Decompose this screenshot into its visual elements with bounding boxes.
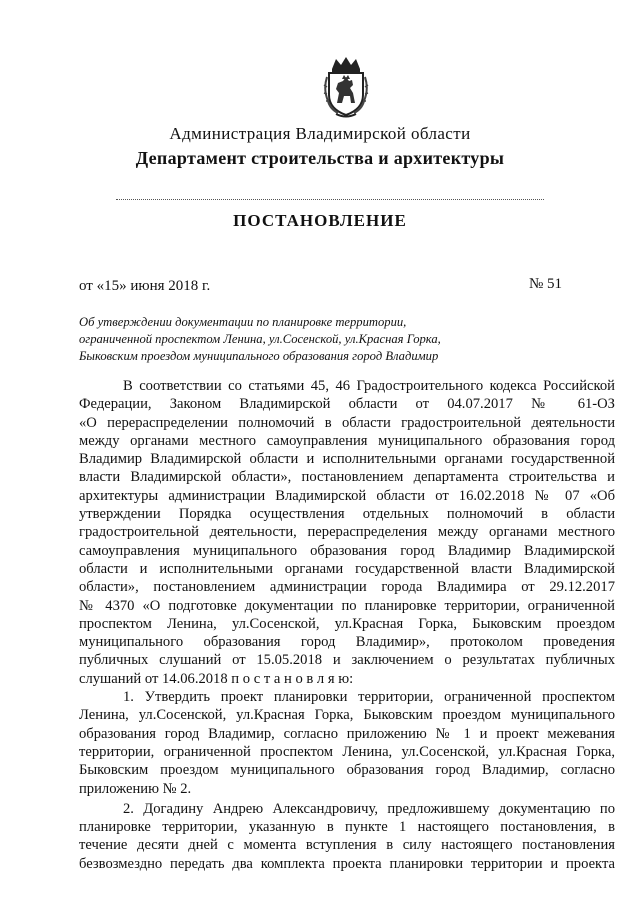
item-1-line: 1. Утвердить проект планировки территории, ограниченной проспектом [123, 689, 615, 706]
preamble-line: между органами местного самоуправления муниципального образования город [79, 432, 615, 449]
preamble-line: В соответствии со статьями 45, 46 Градостроительного кодекса Российской [123, 378, 615, 394]
preamble-line: градостроительной деятельности, перераспределения между органами местного [79, 524, 615, 541]
preamble-line: публичных слушаний от 15.05.2018 и заключением о результатах публичных [79, 652, 615, 669]
preamble-line: проспектом Ленина, ул.Сосенской, ул.Красная Горка, Быковским проездом [79, 615, 615, 632]
item-1-line: образования город Владимир, согласно приложению № 1 и проект межевания [79, 725, 615, 742]
subject-line: ограниченной проспектом Ленина, ул.Сосенской, ул.Красная Горка, [79, 332, 441, 346]
preamble-line: утверждении Порядка осуществления отдельных полномочий в области [79, 506, 615, 523]
preamble-line: Федерации, Законом Владимирской области от 04.07.2017 № 61-ОЗ [79, 396, 615, 413]
subject-line: Об утверждении документации по планировке территории, [79, 315, 407, 329]
preamble-line: «О перераспределении полномочий в области градостроительной деятельности [79, 414, 615, 431]
document-date: от «15» июня 2018 г. [79, 278, 211, 294]
department-name: Департамент строительства и архитектуры [135, 148, 505, 168]
organization-name: Администрация Владимирской области [169, 124, 471, 143]
item-1-line: территории, ограниченной проспектом Ленина, ул.Сосенской, ул.Красная Горка, [79, 743, 615, 760]
document-body [79, 377, 615, 873]
document-subject [79, 314, 459, 365]
document-number: № 51 [529, 276, 563, 292]
preamble-line: муниципального образования город Владимир», протоколом проведения [79, 634, 615, 651]
item-2-line: 2. Догадину Андрею Александровичу, предложившему документацию по [123, 800, 615, 817]
header-divider [116, 199, 544, 200]
item-2-line: безвозмездно передать два комплекта проекта планировки территории и проекта [79, 855, 615, 872]
item-2-line: течение десяти дней с момента вступления в силу настоящего постановления [79, 837, 615, 854]
preamble-line: области», постановлением администрации города Владимира от 29.12.2017 [79, 579, 615, 596]
item-2-line: планировке территории, указанную в пункте 1 настоящего постановления, в [79, 819, 615, 836]
coat-of-arms-icon [322, 55, 370, 119]
preamble-line: самоуправления муниципального образования город Владимир Владимирской [79, 542, 615, 559]
preamble-line: № 4370 «О подготовке документации по планировке территории, ограниченной [79, 597, 615, 614]
preamble-line: области и исполнительными органами государственной власти Владимирской [79, 560, 615, 577]
preamble-line: слушаний от 14.06.2018 п о с т а н о в л я ю: [79, 670, 354, 687]
item-1-line: Быковским проездом муниципального образования город Владимир, согласно [79, 762, 615, 779]
preamble-line: Владимир Владимирской области и исполнительными органами государственной [79, 451, 615, 468]
preamble-line: власти Владимирской области», постановлением департамента строительства и [79, 469, 615, 486]
subject-line: Быковским проездом муниципального образования город Владимир [79, 349, 439, 363]
preamble-line: архитектуры администрации Владимирской области от 16.02.2018 № 07 «Об [79, 487, 615, 504]
document-type-title: ПОСТАНОВЛЕНИЕ [233, 211, 407, 230]
item-1-line: приложению № 2. [79, 780, 192, 797]
item-1-line: Ленина, ул.Сосенской, ул.Красная Горка, Быковским проездом муниципального [79, 707, 615, 724]
